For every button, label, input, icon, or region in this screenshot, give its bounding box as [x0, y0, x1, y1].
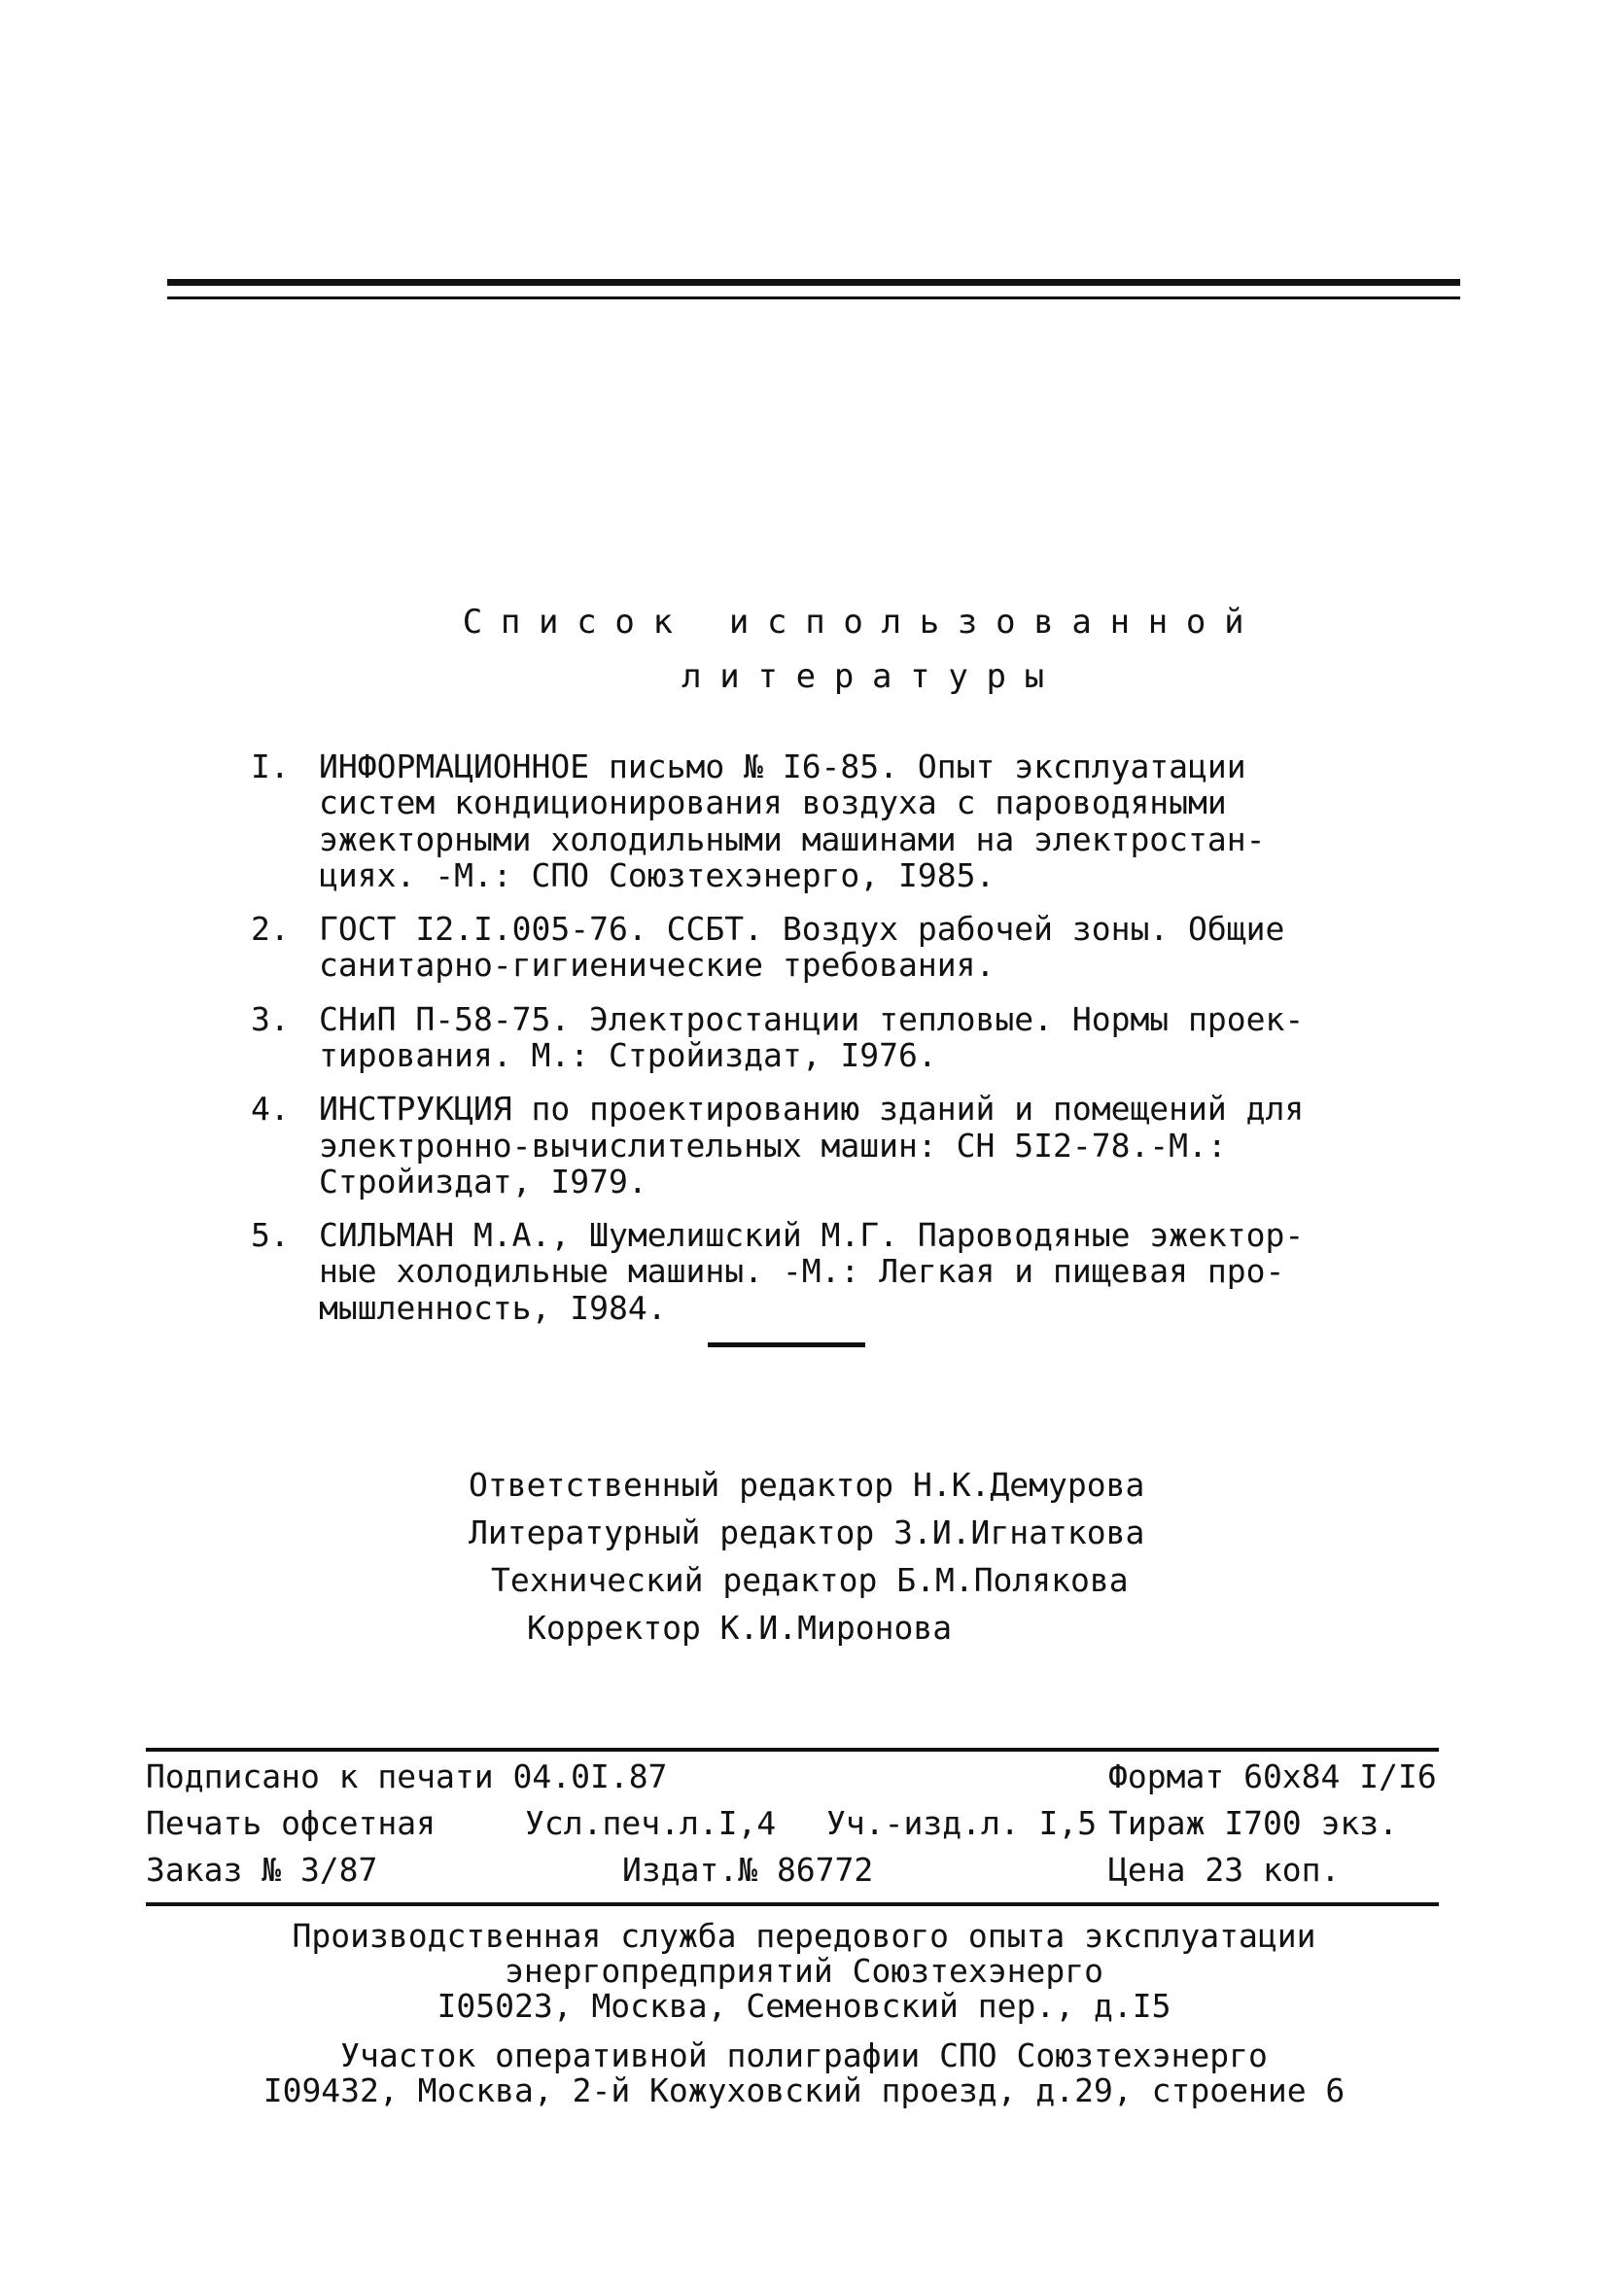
order-number: Заказ № 3/87	[146, 1851, 378, 1889]
reference-text: СИЛЬМАН М.А., Шумелишский М.Г. Пароводяные эжектор- ные холодильные машины. -М.: Легкая и пищевая про- мышленность, I984.	[319, 1216, 1305, 1327]
technical-editor: Технический редактор Б.М.Полякова	[491, 1561, 1129, 1599]
responsible-editor: Ответственный редактор Н.К.Демурова	[469, 1466, 1145, 1504]
header-rule-thin	[167, 296, 1460, 299]
publisher-address: I05023, Москва, Семеновский пер., д.I5	[437, 1987, 1171, 2025]
publisher-name: Производственная служба передового опыта эксплуатации	[292, 1917, 1316, 1955]
reference-number: 2.	[251, 910, 290, 949]
reference-number: I.	[251, 748, 290, 785]
reference-text: СНиП П-58-75. Электростанции тепловые. Нормы проек- тирования. М.: Стройиздат, I976.	[319, 999, 1305, 1074]
header-rule-thick	[167, 279, 1460, 286]
publisher-name-cont: энергопредприятий Союзтехэнерго	[505, 1952, 1103, 1990]
list-item	[251, 1091, 1349, 1200]
reference-number: 3.	[251, 999, 290, 1038]
list-item	[251, 1217, 1349, 1326]
reference-text: ГОСТ I2.I.005-76. ССБТ. Воздух рабочей зоны. Общие санитарно-гигиенические требования.	[319, 910, 1285, 985]
imprint-bottom-rule	[146, 1902, 1439, 1906]
corrector: Корректор К.И.Миронова	[527, 1609, 953, 1647]
reference-text: ИНФОРМАЦИОННОЕ письмо № I6-85. Опыт эксплуатации систем кондиционирования воздуха с пароводяными эжекторными холодильными машинами на электростан- циях. -М.: СПО Союзтехэнерго, I985.	[319, 748, 1266, 894]
section-title-line2: литературы	[682, 657, 1063, 696]
reference-list	[251, 748, 1349, 1343]
literary-editor: Литературный редактор З.И.Игнаткова	[469, 1513, 1145, 1551]
price: Цена 23 коп.	[1108, 1851, 1341, 1889]
printer-address: I09432, Москва, 2-й Кожуховский проезд, д.29, строение 6	[262, 2071, 1346, 2109]
reference-number: 4.	[251, 1090, 290, 1129]
section-divider	[708, 1342, 865, 1347]
conventional-sheets: Усл.печ.л.I,4	[525, 1804, 777, 1842]
reference-text: ИНСТРУКЦИЯ по проектированию зданий и помещений для электронно-вычислительных машин: СН 5I2-78.-М.: Стройиздат, I979.	[319, 1090, 1305, 1200]
edition-number: Издат.№ 86772	[622, 1851, 874, 1889]
reference-number: 5.	[251, 1216, 290, 1255]
print-run: Тираж I700 экз.	[1108, 1804, 1399, 1842]
print-type: Печать офсетная	[146, 1804, 437, 1842]
printer-name: Участок оперативной полиграфии СПО Союзтехэнерго	[340, 2036, 1268, 2074]
publishing-sheets: Уч.-изд.л. I,5	[826, 1804, 1098, 1842]
imprint-top-rule	[146, 1748, 1439, 1752]
list-item	[251, 1001, 1349, 1074]
section-title: Список использованной	[462, 603, 1263, 642]
format: Формат 60x84 I/I6	[1108, 1757, 1437, 1795]
signed-to-print: Подписано к печати 04.0I.87	[146, 1757, 668, 1795]
list-item	[251, 748, 1349, 893]
list-item	[251, 911, 1349, 984]
